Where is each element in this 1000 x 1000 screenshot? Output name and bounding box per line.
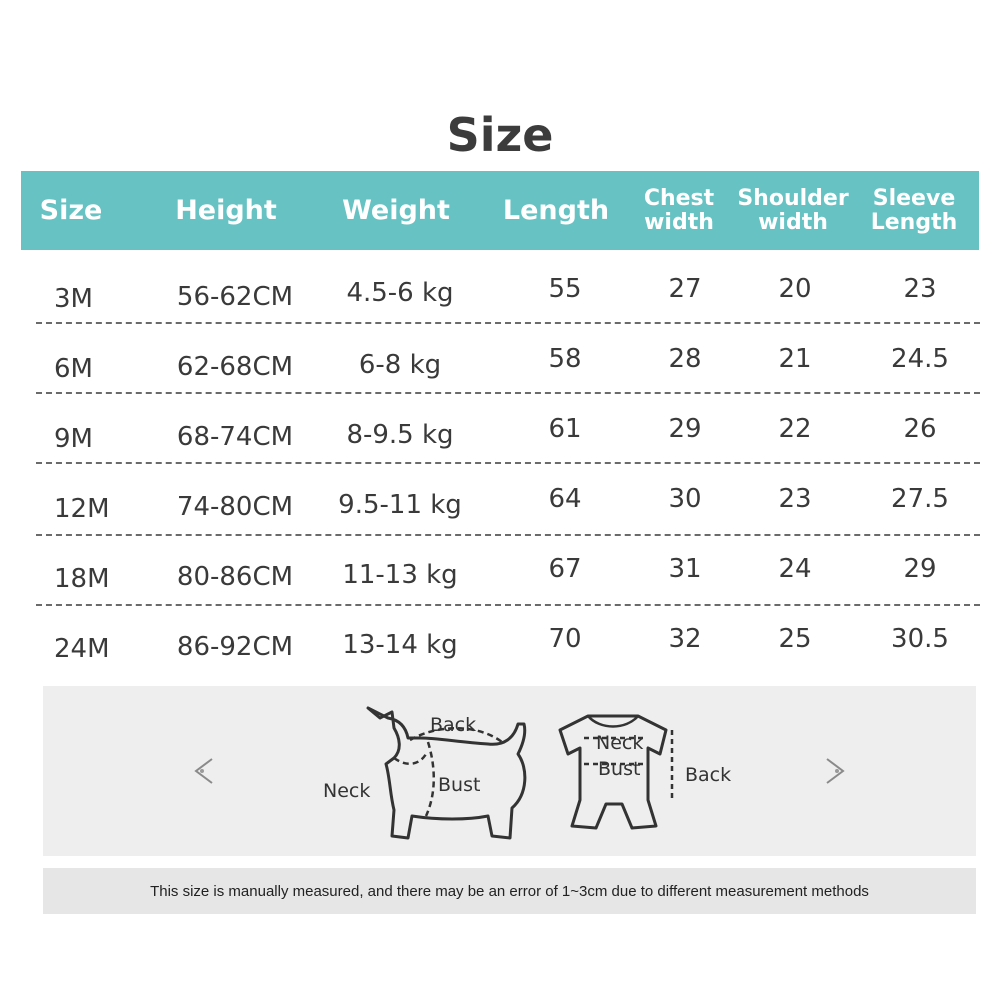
- cell-chest: 27: [668, 274, 702, 304]
- cell-shoulder: 21: [778, 344, 812, 374]
- header-height: Height: [175, 195, 277, 226]
- table-row: [0, 540, 1000, 610]
- table-row: [0, 398, 1000, 468]
- cell-chest: 31: [668, 554, 702, 584]
- cell-height: 74-80CM: [176, 492, 294, 522]
- cell-height: 56-62CM: [176, 282, 294, 312]
- garment-label-neck: Neck: [596, 732, 644, 754]
- table-header: [21, 171, 979, 250]
- table-row: [0, 328, 1000, 398]
- cell-sleeve: 24.5: [891, 344, 949, 374]
- table-row: [0, 610, 1000, 680]
- cell-sleeve: 27.5: [891, 484, 949, 514]
- cell-weight: 9.5-11 kg: [338, 490, 462, 520]
- dog-label-bust: Bust: [438, 774, 481, 796]
- cell-height: 68-74CM: [176, 422, 294, 452]
- cell-height: 86-92CM: [176, 632, 294, 662]
- header-shoulder-width: Shoulder width: [737, 185, 849, 235]
- cell-chest: 29: [668, 414, 702, 444]
- measurement-diagram: [43, 686, 976, 856]
- header-size: Size: [39, 195, 103, 226]
- cell-size: 3M: [54, 284, 93, 314]
- page-title: Size: [446, 108, 554, 162]
- header-length: Length: [502, 195, 610, 226]
- header-sleeve-length: Sleeve Length: [870, 185, 958, 235]
- cell-chest: 28: [668, 344, 702, 374]
- cell-length: 55: [548, 274, 582, 304]
- note-text: This size is manually measured, and there may be an error of 1~3cm due to different measurement methods: [150, 882, 869, 900]
- cell-size: 6M: [54, 354, 93, 384]
- cell-sleeve: 26: [903, 414, 937, 444]
- cell-weight: 6-8 kg: [358, 350, 442, 380]
- cell-sleeve: 30.5: [891, 624, 949, 654]
- cell-size: 24M: [54, 634, 110, 664]
- dog-label-neck: Neck: [323, 780, 371, 802]
- cell-shoulder: 25: [778, 624, 812, 654]
- measurement-note: [43, 868, 976, 914]
- cell-height: 80-86CM: [176, 562, 294, 592]
- cell-shoulder: 20: [778, 274, 812, 304]
- cell-weight: 11-13 kg: [342, 560, 458, 590]
- garment-label-bust: Bust: [598, 758, 641, 780]
- cell-shoulder: 24: [778, 554, 812, 584]
- cell-length: 67: [548, 554, 582, 584]
- header-chest-width: Chest width: [643, 185, 715, 235]
- cell-chest: 32: [668, 624, 702, 654]
- cell-size: 12M: [54, 494, 110, 524]
- cell-length: 58: [548, 344, 582, 374]
- cell-shoulder: 23: [778, 484, 812, 514]
- table-row: [0, 468, 1000, 538]
- chevron-left-icon[interactable]: [188, 756, 218, 786]
- dog-label-back: Back: [430, 714, 477, 736]
- cell-chest: 30: [668, 484, 702, 514]
- cell-weight: 4.5-6 kg: [346, 278, 454, 308]
- cell-size: 18M: [54, 564, 110, 594]
- cell-weight: 13-14 kg: [342, 630, 458, 660]
- cell-length: 70: [548, 624, 582, 654]
- cell-height: 62-68CM: [176, 352, 294, 382]
- cell-length: 64: [548, 484, 582, 514]
- cell-shoulder: 22: [778, 414, 812, 444]
- chevron-right-icon[interactable]: [821, 756, 851, 786]
- cell-size: 9M: [54, 424, 93, 454]
- cell-sleeve: 29: [903, 554, 937, 584]
- table-row: [0, 258, 1000, 328]
- cell-weight: 8-9.5 kg: [346, 420, 454, 450]
- cell-length: 61: [548, 414, 582, 444]
- garment-label-back: Back: [685, 764, 732, 786]
- header-weight: Weight: [342, 195, 450, 226]
- cell-sleeve: 23: [903, 274, 937, 304]
